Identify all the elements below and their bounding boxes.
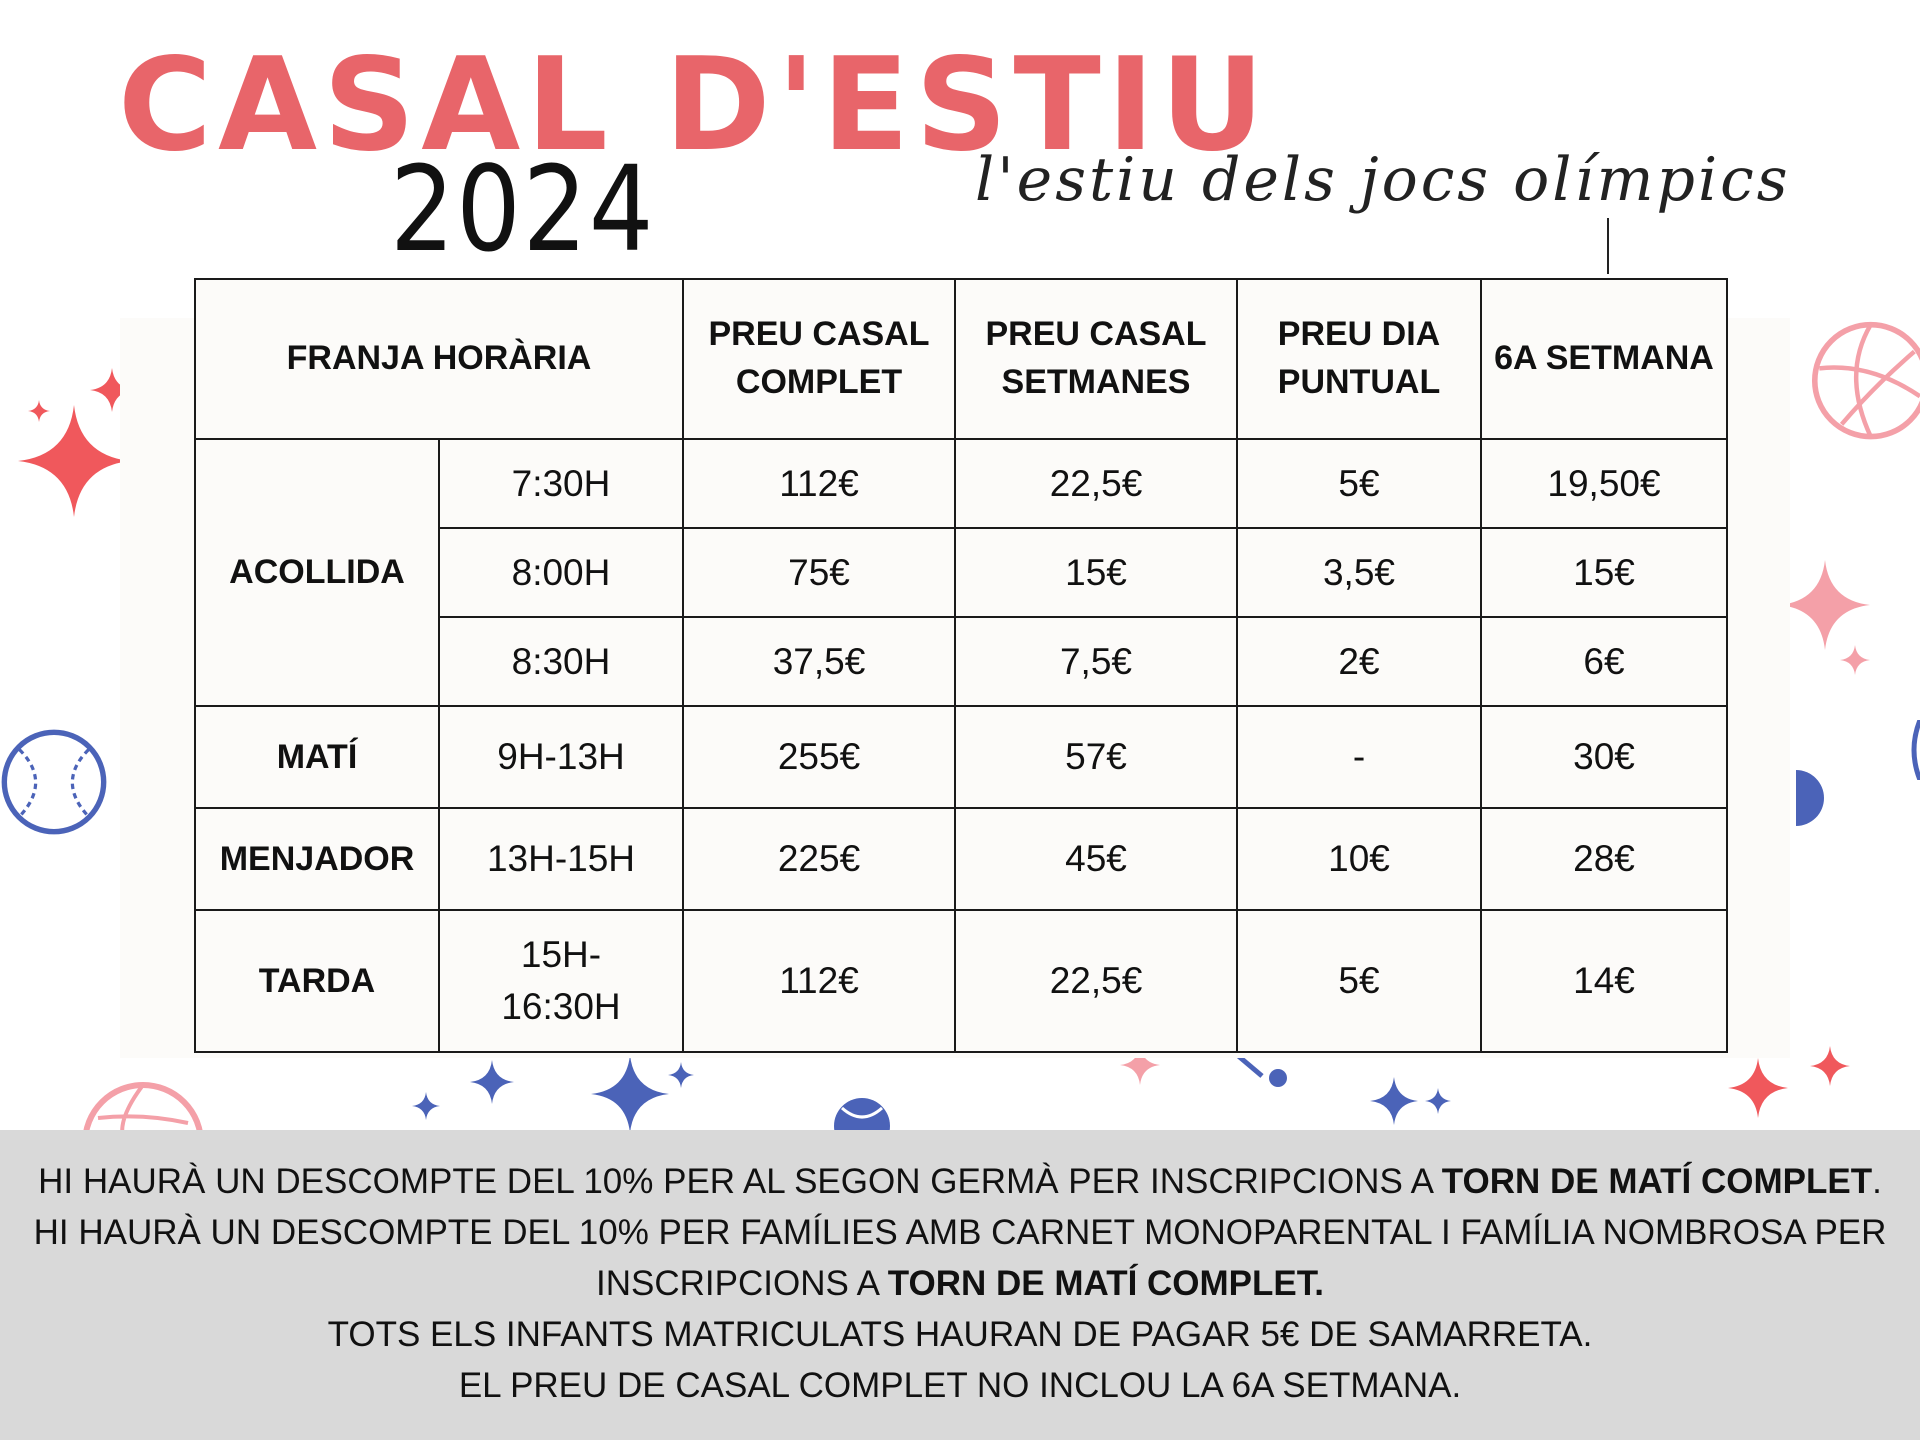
cell-preu-setmanes: 7,5€ <box>955 617 1237 706</box>
note-emphasis: TORN DE MATÍ COMPLET <box>1441 1162 1873 1201</box>
note-line-sibling-discount: HI HAURÀ UN DESCOMPTE DEL 10% PER AL SEGON GERMÀ PER INSCRIPCIONS A TORN DE MATÍ COMPLET. <box>38 1162 1882 1201</box>
sparkle-icon-blue-bottom-1 <box>470 1060 514 1104</box>
baseball-icon-right-edge <box>1908 720 1920 780</box>
cell-6a-setmana: 14€ <box>1481 910 1727 1052</box>
cell-time: 8:30H <box>439 617 683 706</box>
header-franja-horaria: FRANJA HORÀRIA <box>195 279 683 439</box>
note-line-tshirt: TOTS ELS INFANTS MATRICULATS HAURAN DE PAGAR 5€ DE SAMARRETA. <box>327 1315 1593 1354</box>
header-preu-casal-setmanes: PREU CASAL SETMANES <box>955 279 1237 439</box>
notes-panel <box>0 1130 1920 1440</box>
table-header-row <box>195 279 1727 439</box>
cell-preu-complet: 37,5€ <box>683 617 955 706</box>
group-tarda: TARDA <box>195 910 439 1052</box>
price-table <box>194 278 1728 1053</box>
note-line-sixth-week: EL PREU DE CASAL COMPLET NO INCLOU LA 6A SETMANA. <box>458 1366 1462 1405</box>
cell-preu-complet: 255€ <box>683 706 955 808</box>
group-mati: MATÍ <box>195 706 439 808</box>
tennis-ball-icon-right <box>1788 770 1824 826</box>
sparkle-icon-tiny-blue-right <box>1425 1088 1451 1114</box>
group-menjador: MENJADOR <box>195 808 439 910</box>
cell-6a-setmana: 30€ <box>1481 706 1727 808</box>
cell-preu-setmanes: 57€ <box>955 706 1237 808</box>
cell-6a-setmana: 19,50€ <box>1481 439 1727 528</box>
cell-6a-setmana: 15€ <box>1481 528 1727 617</box>
cell-time: 13H-15H <box>439 808 683 910</box>
sparkle-icon-tiny-pink-right <box>1840 645 1870 675</box>
cell-preu-complet: 225€ <box>683 808 955 910</box>
cell-preu-setmanes: 22,5€ <box>955 439 1237 528</box>
subtitle-tagline: l'estiu dels jocs olímpics <box>975 145 1791 215</box>
table-row <box>195 808 1727 910</box>
volleyball-icon-bottom-left <box>78 1078 208 1134</box>
header-preu-casal-complet: PREU CASAL COMPLET <box>683 279 955 439</box>
table-row <box>195 439 1727 528</box>
sparkle-icon-blue-bottom-4 <box>668 1062 694 1088</box>
cell-preu-dia: - <box>1237 706 1481 808</box>
year-label: 2024 <box>390 140 656 278</box>
header-preu-dia-puntual: PREU DIA PUNTUAL <box>1237 279 1481 439</box>
header-6a-setmana: 6A SETMANA <box>1481 279 1727 439</box>
sparkle-icon-red-bottom-right <box>1728 1058 1788 1118</box>
cell-preu-complet: 112€ <box>683 439 955 528</box>
cell-preu-dia: 2€ <box>1237 617 1481 706</box>
cell-preu-dia: 5€ <box>1237 439 1481 528</box>
cell-preu-setmanes: 22,5€ <box>955 910 1237 1052</box>
sparkle-icon-blue-bottom-2 <box>412 1092 440 1120</box>
volleyball-icon-top-right <box>1808 318 1920 450</box>
note-line-family-discount: HI HAURÀ UN DESCOMPTE DEL 10% PER FAMÍLIES AMB CARNET MONOPARENTAL I FAMÍLIA NOMBROSA PER <box>33 1213 1887 1252</box>
tennis-ball-icon-bottom <box>832 1096 892 1132</box>
group-acollida: ACOLLIDA <box>195 439 439 706</box>
cell-preu-complet: 112€ <box>683 910 955 1052</box>
cell-time: 7:30H <box>439 439 683 528</box>
page-title: CASAL D'ESTIU <box>118 31 1271 180</box>
cell-6a-setmana: 6€ <box>1481 617 1727 706</box>
cell-time: 9H-13H <box>439 706 683 808</box>
sparkle-icon-red-corner <box>1810 1046 1850 1086</box>
cell-6a-setmana: 28€ <box>1481 808 1727 910</box>
sparkle-icon-blue-bottom-right <box>1370 1070 1418 1132</box>
sparkle-icon-tiny-left <box>28 400 50 422</box>
tagline-flourish <box>1607 218 1609 274</box>
table-row <box>195 910 1727 1052</box>
cell-preu-setmanes: 45€ <box>955 808 1237 910</box>
cell-time: 8:00H <box>439 528 683 617</box>
table-row <box>195 706 1727 808</box>
cell-preu-setmanes: 15€ <box>955 528 1237 617</box>
note-emphasis: TORN DE MATÍ COMPLET. <box>887 1264 1324 1303</box>
sparkle-icon-pink-right <box>1780 560 1870 650</box>
cell-preu-dia: 10€ <box>1237 808 1481 910</box>
cell-preu-dia: 5€ <box>1237 910 1481 1052</box>
cell-preu-complet: 75€ <box>683 528 955 617</box>
cell-time: 15H-16:30H <box>439 910 683 1052</box>
note-line-family-discount-cont: INSCRIPCIONS A TORN DE MATÍ COMPLET. <box>596 1264 1324 1303</box>
baseball-icon-left <box>0 728 108 836</box>
cell-preu-dia: 3,5€ <box>1237 528 1481 617</box>
